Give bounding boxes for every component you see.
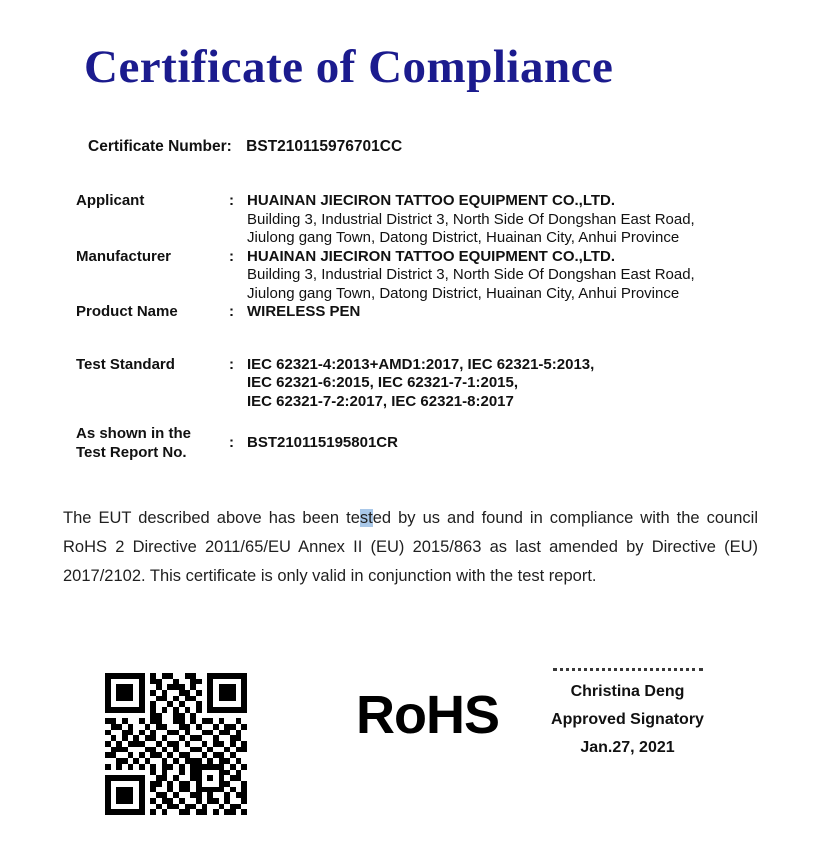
- signature-block: [540, 668, 715, 767]
- product-name-label: Product Name: [76, 303, 178, 320]
- test-standard-line1: IEC 62321-4:2013+AMD1:2017, IEC 62321-5:2013,: [247, 355, 595, 373]
- test-report-row: [76, 425, 786, 462]
- manufacturer-address-line1: Building 3, Industrial District 3, North Side Of Dongshan East Road,: [247, 266, 695, 283]
- compliance-statement: [63, 504, 758, 591]
- test-report-label-line2: Test Report No.: [76, 443, 187, 461]
- applicant-row: [76, 192, 786, 248]
- applicant-company: HUAINAN JIECIRON TATTOO EQUIPMENT CO.,LTD.: [247, 192, 616, 209]
- manufacturer-label: Manufacturer: [76, 247, 172, 265]
- manufacturer-value: [243, 248, 695, 304]
- test-standard-colon: :: [229, 355, 234, 373]
- test-report-label-line1: As shown in the: [76, 425, 192, 442]
- test-report-colon: :: [229, 434, 234, 452]
- product-name-value: WIRELESS PEN: [247, 303, 361, 320]
- applicant-address-line1: Building 3, Industrial District 3, North Side Of Dongshan East Road,: [247, 210, 695, 228]
- info-table: [76, 192, 786, 462]
- certificate-number-value: BST210115976701CC: [246, 138, 403, 155]
- signature-date: Jan.27, 2021: [580, 739, 675, 756]
- manufacturer-colon: :: [229, 247, 234, 265]
- manufacturer-company: HUAINAN JIECIRON TATTOO EQUIPMENT CO.,LTD.: [247, 247, 616, 265]
- test-standard-label: Test Standard: [76, 355, 175, 373]
- certificate-number: [88, 138, 402, 156]
- test-standard-row: [76, 356, 786, 412]
- statement-text-post: ed by us and found in compliance with the council RoHS 2 Directive 2011/65/EU Annex II (EU) 2015/863 as last amended by Directive (EU) 2017/2102. This certificate is only valid in conjunction with the test report.: [63, 509, 758, 585]
- signatory-role: Approved Signatory: [551, 711, 704, 728]
- product-name-row: [76, 303, 786, 322]
- test-standard-line2: IEC 62321-6:2015, IEC 62321-7-1:2015,: [247, 374, 519, 391]
- test-standard-value: [243, 356, 594, 412]
- statement-text-selected: st: [359, 509, 373, 527]
- certificate-title: Certificate of Compliance: [84, 41, 614, 93]
- qr-code: [105, 673, 247, 815]
- signatory-name: Christina Deng: [570, 683, 685, 700]
- applicant-address-line2: Jiulong gang Town, Datong District, Huainan City, Anhui Province: [247, 229, 680, 246]
- test-report-value: BST210115195801CR: [247, 434, 398, 452]
- test-report-label: [76, 425, 229, 462]
- signature-dotted-line: [553, 668, 703, 671]
- product-name-colon: :: [229, 303, 234, 320]
- statement-text-pre: The EUT described above has been te: [63, 509, 360, 527]
- manufacturer-row: [76, 248, 786, 304]
- certificate-number-label: Certificate Number:: [88, 138, 232, 155]
- applicant-value: [243, 192, 695, 248]
- test-standard-line3: IEC 62321-7-2:2017, IEC 62321-8:2017: [247, 392, 514, 410]
- manufacturer-address-line2: Jiulong gang Town, Datong District, Huainan City, Anhui Province: [247, 284, 680, 302]
- applicant-label: Applicant: [76, 192, 145, 209]
- applicant-colon: :: [229, 192, 234, 209]
- rohs-logo: RoHS: [356, 685, 499, 745]
